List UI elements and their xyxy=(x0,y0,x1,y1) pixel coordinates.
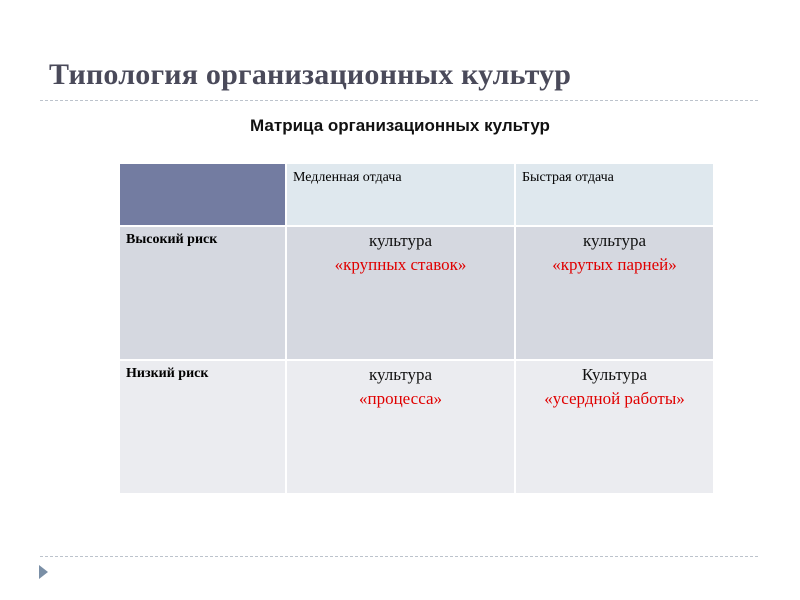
culture-kind-label: культура xyxy=(582,231,647,250)
play-triangle-icon[interactable] xyxy=(39,565,48,579)
cell-high-risk-slow-return xyxy=(286,226,515,360)
culture-name: «усердной работы» xyxy=(544,389,685,408)
culture-matrix-table xyxy=(118,162,715,495)
cell-low-risk-slow-return xyxy=(286,360,515,494)
table-row-high-risk xyxy=(119,226,714,360)
culture-kind-label: культура xyxy=(368,365,433,384)
column-header-fast-return: Быстрая отдача xyxy=(515,163,714,226)
culture-name: «крутых парней» xyxy=(552,255,677,274)
top-divider xyxy=(40,100,758,101)
culture-name: «процесса» xyxy=(358,389,442,408)
row-header-high-risk: Высокий риск xyxy=(119,226,286,360)
cell-low-risk-fast-return xyxy=(515,360,714,494)
slide-subtitle: Матрица организационных культур xyxy=(250,116,550,135)
header-row xyxy=(119,163,714,226)
culture-kind-label: культура xyxy=(368,231,433,250)
cell-high-risk-fast-return xyxy=(515,226,714,360)
slide-title: Типология организационных культур xyxy=(49,58,572,91)
culture-name: «крупных ставок» xyxy=(334,255,467,274)
bottom-divider xyxy=(40,556,758,557)
column-header-slow-return: Медленная отдача xyxy=(286,163,515,226)
corner-cell xyxy=(119,163,286,226)
row-header-low-risk: Низкий риск xyxy=(119,360,286,494)
culture-kind-label: Культура xyxy=(581,365,648,384)
table-row-low-risk xyxy=(119,360,714,494)
